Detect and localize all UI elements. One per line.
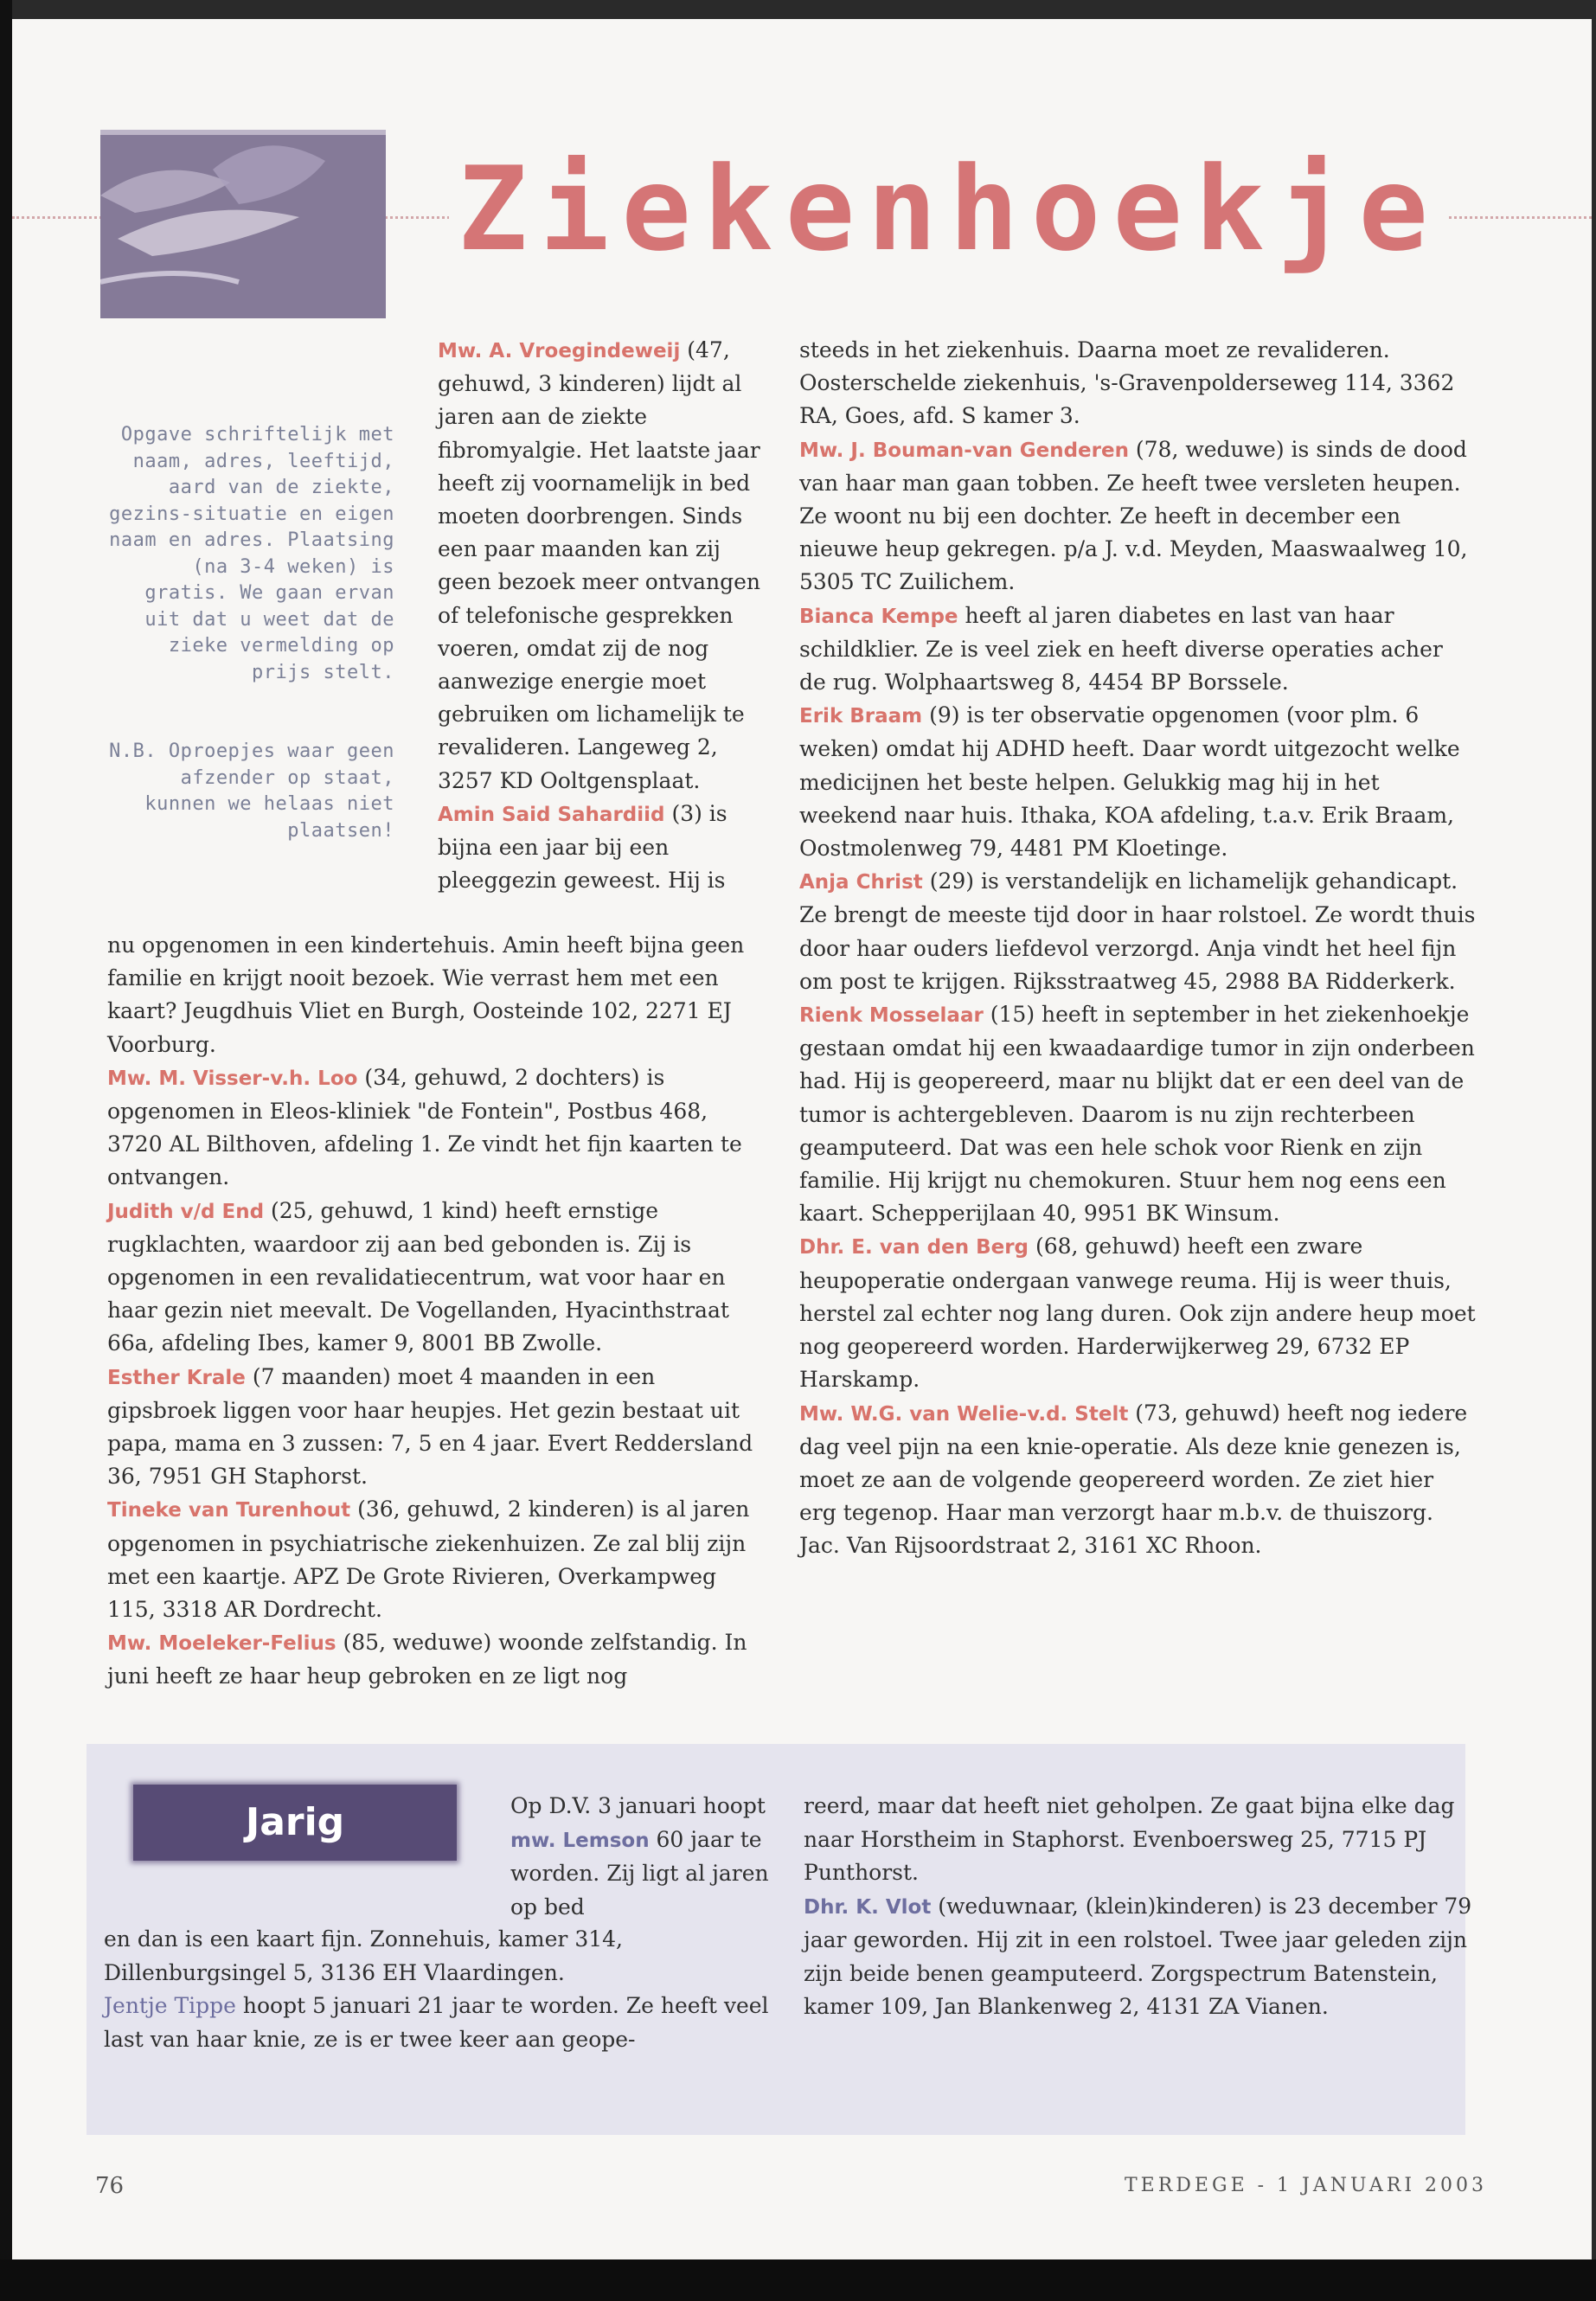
entry <box>799 599 1476 700</box>
entry-name: Dhr. E. van den Berg <box>799 1236 1029 1259</box>
entry-text: hoopt 5 januari 21 jaar te worden. Ze heeft veel last van haar knie, ze is er twee keer aan geope- <box>104 1993 769 2052</box>
entry <box>799 699 1476 865</box>
entry-text: steeds in het ziekenhuis. Daarna moet ze revalideren. Oosterschelde ziekenhuis, 's-Gravenpolderseweg 114, 3362 RA, Goes, afd. S kamer 3. <box>799 337 1455 429</box>
entry <box>107 1361 765 1494</box>
entry-text: (73, gehuwd) heeft nog iedere dag veel pijn na een knie-operatie. Als deze knie genezen is, moet ze aan de volgende geopereerd worden. Ze ziet hier erg tegenop. Haar man verzorgt haar m.b.v. de thuiszorg. Jac. Van Rijsoordstraat 2, 3161 XC Rhoon. <box>799 1400 1468 1559</box>
scan-edge-bottom <box>0 2259 1596 2301</box>
entry-text: (29) is verstandelijk en lichamelijk gehandicapt. Ze brengt de meeste tijd door in haar rolstoel. Ze wordt thuis door haar ouders liefdevol verzorgd. Anja vindt het heel fijn om post te krijgen. Rijksstraatweg 45, 2988 BA Ridderkerk. <box>799 868 1476 994</box>
entry-text: (25, gehuwd, 1 kind) heeft ernstige rugklachten, waardoor zij aan bed gebonden is. Zij is opgenomen in een revalidatiecentrum, wat voor haar en haar gezin niet meevalt. De Vogellanden, Hyacinthstraat 66a, afdeling Ibes, kamer 9, 8001 BB Zwolle. <box>107 1197 729 1356</box>
entry-name: Mw. J. Bouman-van Genderen <box>799 439 1129 462</box>
page-number: 76 <box>95 2173 125 2199</box>
entry-text: (78, weduwe) is sinds de dood van haar man gaan tobben. Ze heeft twee versleten heupen. Ze woont nu bij een dochter. Ze heeft in december een nieuwe heup gekregen. p/a J. v.d. Meyden, Maaswaalweg 10, 5305 TC Zuilichem. <box>799 436 1468 595</box>
entry-name: Judith v/d End <box>107 1200 265 1223</box>
entry-continuation <box>107 929 765 1061</box>
column-1-top <box>438 334 766 897</box>
header-decoration-image <box>100 130 386 318</box>
entry-name: Erik Braam <box>799 705 923 728</box>
submission-instructions: Opgave schriftelijk met naam, adres, leeftijd, aard van de ziekte, gezins-situatie en eigen naam en adres. Plaatsing (na 3-4 weken) is gratis. We gaan ervan uit dat u weet dat de zieke vermelding op prijs stelt. <box>109 424 394 683</box>
entry-text: (36, gehuwd, 2 kinderen) is al jaren opgenomen in psychiatrische ziekenhuizen. Ze zal blij zijn met een kaartje. APZ De Grote Rivieren, Overkampweg 115, 3318 AR Dordrecht. <box>107 1497 750 1623</box>
scan-edge-left <box>0 0 12 2301</box>
jarig-entry <box>104 1990 779 2056</box>
entry-text: Op D.V. 3 januari hoopt <box>510 1793 766 1818</box>
entry-name: Tineke van Turenhout <box>107 1499 351 1522</box>
page-title: Ziekenhoekje <box>449 131 1449 287</box>
entry-text: (47, gehuwd, 3 kinderen) lijdt al jaren aan de ziekte fibromyalgie. Het laatste jaar heeft zij voornamelijk in bed moeten doorbrengen. Sinds een paar maanden kan zij geen bezoek meer ontvangen of telefonische gesprekken voeren, omdat zij de nog aanwezige energie moet gebruiken om lichamelijk te revalideren. Langeweg 2, 3257 KD Ooltgensplaat. <box>438 337 760 793</box>
jarig-column-2 <box>804 1790 1478 2024</box>
magazine-issue: TERDEGE - 1 JANUARI 2003 <box>1125 2175 1487 2196</box>
entry <box>799 433 1476 599</box>
entry-text: (68, gehuwd) heeft een zware heupoperatie ondergaan vanwege reuma. Hij is weer thuis, herstel zal echter nog lang duren. Ook zijn andere heup moet nog geopereerd worden. Harderwijkerweg 29, 6732 EP Harskamp. <box>799 1234 1476 1393</box>
entry-name: Amin Said Sahardiid <box>438 803 665 826</box>
entry <box>107 1626 765 1693</box>
entry-text: (9) is ter observatie opgenomen (voor plm. 6 weken) omdat hij ADHD heeft. Daar wordt uitgezocht welke medicijnen het beste helpen. Gelukkig mag hij in het weekend naar huis. Ithaka, KOA afdeling, t.a.v. Erik Braam, Oostmolenweg 79, 4481 PM Kloetinge. <box>799 702 1460 862</box>
entry-name: Mw. M. Visser-v.h. Loo <box>107 1067 358 1090</box>
entry <box>799 865 1476 998</box>
nb-note: N.B. Oproepjes waar geen afzender op staat, kunnen we helaas niet plaatsen! <box>109 740 394 842</box>
entry-text: (15) heeft in september in het ziekenhoekje gestaan omdat hij een kwaadaardige tumor in zijn onderbeen had. Hij is geopereerd, maar nu blijkt dat er een deel van de tumor is achtergebleven. Daarom is nu zijn rechterbeen geamputeerd. Dat was een hele schok voor Rienk en zijn familie. Hij krijgt nu chemokuren. Stuur hem nog eens een kaart. Schepperijlaan 40, 9951 BK Winsum. <box>799 1002 1475 1227</box>
flower-graphic <box>100 135 386 318</box>
entry-text: nu opgenomen in een kindertehuis. Amin heeft bijna geen familie en krijgt nooit bezoek. Wie verrast hem met een kaart? Jeugdhuis Vliet en Burgh, Oosteinde 102, 2271 EJ Voorburg. <box>107 933 745 1057</box>
entry <box>107 1493 765 1626</box>
entry <box>799 1397 1476 1563</box>
jarig-entry-continuation <box>804 1790 1478 1890</box>
entry-name: Mw. W.G. van Welie-v.d. Stelt <box>799 1402 1129 1426</box>
magazine-page <box>12 19 1592 2259</box>
entry <box>799 998 1476 1230</box>
entry-text: (7 maanden) moet 4 maanden in een gipsbroek liggen voor haar heupjes. Het gezin bestaat uit papa, mama en 3 zussen: 7, 5 en 4 jaar. Evert Reddersland 36, 7951 GH Staphorst. <box>107 1363 753 1490</box>
entry <box>107 1061 765 1195</box>
entry-text: en dan is een kaart fijn. Zonnehuis, kamer 314, Dillenburgsingel 5, 3136 EH Vlaardingen. <box>104 1926 623 1985</box>
entry-name: Jentje Tippe <box>104 1993 236 2018</box>
jarig-entry-continuation <box>104 1923 779 1990</box>
entry-text: heeft al jaren diabetes en last van haar schildklier. Ze is veel ziek en heeft diverse operaties acher de rug. Wolphaartsweg 8, 4454 BP Borssele. <box>799 602 1443 695</box>
entry <box>438 334 766 798</box>
entry-text: (85, weduwe) woonde zelfstandig. In juni heeft ze haar heup gebroken en ze ligt nog <box>107 1630 747 1689</box>
entry-name: Dhr. K. Vlot <box>804 1895 932 1919</box>
entry-name: Mw. Moeleker-Felius <box>107 1632 337 1656</box>
column-1-bottom <box>107 929 765 1694</box>
entry-name: Mw. A. Vroegindeweij <box>438 340 681 362</box>
entry-name: Anja Christ <box>799 871 923 894</box>
entry-continuation <box>799 334 1476 433</box>
entry-text: (3) is bijna een jaar bij een pleeggezin geweest. Hij is <box>438 800 727 894</box>
entry <box>107 1195 765 1361</box>
jarig-label: Jarig <box>133 1785 457 1861</box>
entry <box>438 798 766 898</box>
entry-text: (34, gehuwd, 2 dochters) is opgenomen in Eleos-kliniek "de Fontein", Postbus 468, 3720 AL Bilthoven, afdeling 1. Ze vindt het fijn kaarten te ontvangen. <box>107 1064 742 1190</box>
jarig-column-1-top <box>510 1790 780 1924</box>
entry-text: reerd, maar dat heeft niet geholpen. Ze gaat bijna elke dag naar Horstheim in Staphorst. Evenboersweg 25, 7715 PJ Punthorst. <box>804 1793 1455 1885</box>
column-2 <box>799 334 1476 1563</box>
entry-text: (weduwnaar, (klein)kinderen) is 23 december 79 jaar geworden. Hij zit in een rolstoel. Twee jaar geleden zijn zijn beide benen geamputeerd. Zorgspectrum Batenstein, kamer 109, Jan Blankenweg 2, 4131 ZA Vianen. <box>804 1893 1472 2019</box>
jarig-entry <box>510 1790 780 1924</box>
entry-name: Esther Krale <box>107 1366 246 1389</box>
entry-name: Bianca Kempe <box>799 605 958 628</box>
entry-name: mw. Lemson <box>510 1829 650 1852</box>
entry <box>799 1230 1476 1396</box>
entry-text: 60 jaar te worden. Zij ligt al jaren op bed <box>510 1826 769 1920</box>
jarig-column-1-bottom <box>104 1923 779 2056</box>
entry-name: Rienk Mosselaar <box>799 1004 984 1028</box>
jarig-entry <box>804 1890 1478 2024</box>
